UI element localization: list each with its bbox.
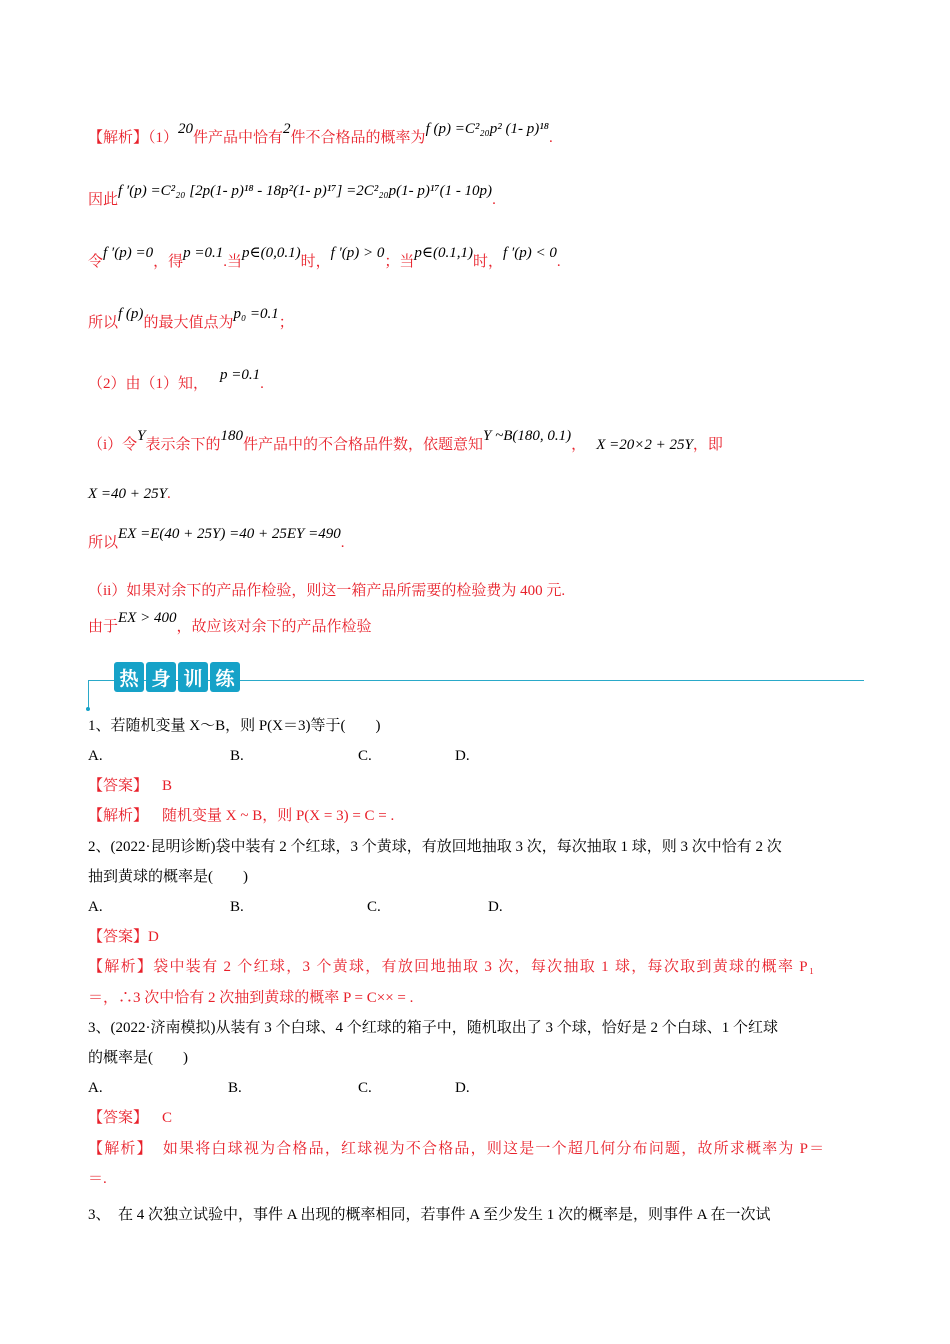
solution-line-6 <box>88 428 723 455</box>
answer-tag: 【答案】 <box>88 929 149 945</box>
formula: p₀ =0.1 <box>233 306 279 322</box>
formula: EX > 400 <box>118 610 177 626</box>
q2-stem-line1: 2、(2022·昆明诊断)袋中装有 2 个红球，3 个黄球，有放回地抽取 3 次，每次抽取 1 球，则 3 次中恰有 2 次 <box>88 839 782 855</box>
formula: f ′(p) =0 <box>103 245 154 261</box>
q3-option-c: C. <box>358 1080 372 1096</box>
solution-line-2 <box>88 183 496 210</box>
text: 表示余下的 <box>145 437 221 453</box>
q2-option-d: D. <box>488 899 503 915</box>
text: . <box>548 130 553 146</box>
text: ； <box>278 315 294 331</box>
text: . <box>167 486 171 502</box>
formula: X =40 + 25Y <box>88 486 167 502</box>
q1-option-c: C. <box>358 748 372 764</box>
q1-option-a: A. <box>88 748 103 764</box>
q1-option-d: D. <box>455 748 470 764</box>
analysis-text: 袋中装有 2 个红球，3 个黄球，有放回地抽取 3 次，每次抽取 1 球，每次取到黄球的概率 P₁ <box>153 959 816 975</box>
text: 件产品中恰有 <box>193 130 284 146</box>
math: 20 <box>178 121 194 137</box>
answer-tag: 【答案】 <box>88 1110 149 1126</box>
q1-analysis <box>88 806 394 826</box>
text: ，故应该对余下的产品作检验 <box>176 619 372 635</box>
solution-line-1 <box>88 121 553 148</box>
analysis-tag: 【解析】 <box>88 808 149 824</box>
analysis-tag: 【解析】 <box>88 959 154 975</box>
formula: p∈(0,0.1) <box>241 245 301 261</box>
text: （i）令 <box>88 437 138 453</box>
text: 件不合格品的概率为 <box>290 130 426 146</box>
q1-option-b: B. <box>230 748 244 764</box>
q3-option-b: B. <box>228 1080 242 1096</box>
analysis-text: 随机变量 X ~ B，则 P(X = 3) = C = . <box>162 808 395 824</box>
text: .当 <box>223 254 242 270</box>
q1-stem: 1、若随机变量 X～B，则 P(X＝3)等于( ) <box>88 718 381 734</box>
q2-analysis-line1 <box>88 957 815 977</box>
solution-line-9: （ii）如果对余下的产品作检验，则这一箱产品所需要的检验费为 400 元. <box>88 583 566 599</box>
banner-char: 身 <box>146 662 176 692</box>
q3-stem-line2: 的概率是( ) <box>88 1050 188 1066</box>
formula: Y ~B(180, 0.1) <box>483 428 572 444</box>
analysis-tag: 【解析】 <box>88 130 149 146</box>
formula: f (p) <box>118 306 144 322</box>
banner-char: 练 <box>210 662 240 692</box>
text: 的最大值点为 <box>143 315 234 331</box>
text: ，得 <box>153 254 184 270</box>
text: 所以 <box>88 315 119 331</box>
text: （1） <box>148 130 179 146</box>
q2-answer <box>88 927 159 947</box>
formula: f (p) =C²₂₀p² (1- p)¹⁸ <box>425 121 549 137</box>
text: . <box>340 535 345 551</box>
text: 件产品中的不合格品件数，依题意知 <box>243 437 484 453</box>
text: 由于 <box>88 619 119 635</box>
answer-value: D <box>148 929 159 945</box>
formula: p =0.1 <box>220 367 261 383</box>
analysis-text: 如果将白球视为合格品，红球视为不合格品，则这是一个超几何分布问题，故所求概率为 P＝ <box>162 1141 826 1157</box>
q3-answer <box>88 1108 172 1128</box>
text: . <box>556 254 561 270</box>
text: （2）由（1）知， <box>88 376 209 392</box>
answer-tag: 【答案】 <box>88 778 149 794</box>
text: ， <box>571 437 587 453</box>
text: ；当 <box>384 254 415 270</box>
answer-value: B <box>162 778 173 794</box>
math: 180 <box>220 428 244 444</box>
q4-stem-line1: 3、 在 4 次独立试验中，事件 A 出现的概率相同，若事件 A 至少发生 1 次的概率是，则事件 A 在一次试 <box>88 1207 771 1223</box>
q3-analysis-line2: ＝. <box>88 1171 107 1187</box>
text: . <box>492 192 496 208</box>
formula: p =0.1 <box>183 245 224 261</box>
solution-line-8 <box>88 526 345 553</box>
formula: f ′(p) > 0 <box>330 245 385 261</box>
text: . <box>260 376 264 392</box>
formula: p∈(0.1,1) <box>414 245 474 261</box>
banner-char: 热 <box>114 662 144 692</box>
solution-line-5 <box>88 367 264 394</box>
solution-line-3 <box>88 245 561 272</box>
answer-value: C <box>162 1110 173 1126</box>
text: 时， <box>300 254 331 270</box>
section-banner <box>114 662 240 694</box>
formula: f ′(p) =C²₂₀ [2p(1- p)¹⁸ - 18p²(1- p)¹⁷] =2C²₂₀p(1- p)¹⁷(1 - 10p) <box>118 183 493 199</box>
solution-line-4 <box>88 306 294 333</box>
analysis-tag: 【解析】 <box>88 1141 153 1157</box>
math: Y <box>137 428 146 444</box>
q3-stem-line1: 3、(2022·济南模拟)从装有 3 个白球、4 个红球的箱子中，随机取出了 3 个球，恰好是 2 个白球、1 个红球 <box>88 1020 778 1036</box>
formula: EX =E(40 + 25Y) =40 + 25EY =490 <box>118 526 341 542</box>
text: 令 <box>88 254 104 270</box>
q1-answer <box>88 776 172 796</box>
formula: f ′(p) < 0 <box>503 245 557 261</box>
section-dot <box>86 707 90 711</box>
text: 因此 <box>88 192 119 208</box>
q3-option-a: A. <box>88 1080 103 1096</box>
text: 所以 <box>88 535 119 551</box>
q2-option-b: B. <box>230 899 244 915</box>
q2-stem-line2: 抽到黄球的概率是( ) <box>88 869 248 885</box>
banner-char: 训 <box>178 662 208 692</box>
solution-line-10 <box>88 610 372 637</box>
q2-option-a: A. <box>88 899 103 915</box>
q2-analysis-line2: ＝，∴3 次中恰有 2 次抽到黄球的概率 P = C×× = . <box>88 990 414 1006</box>
math: 2 <box>283 121 291 137</box>
text: 时， <box>473 254 504 270</box>
solution-line-7 <box>88 484 171 504</box>
formula: X =20×2 + 25Y <box>596 437 693 453</box>
q2-option-c: C. <box>367 899 381 915</box>
text: ，即 <box>692 437 723 453</box>
q3-option-d: D. <box>455 1080 470 1096</box>
q3-analysis-line1 <box>88 1139 825 1159</box>
section-divider-vertical <box>88 680 89 708</box>
